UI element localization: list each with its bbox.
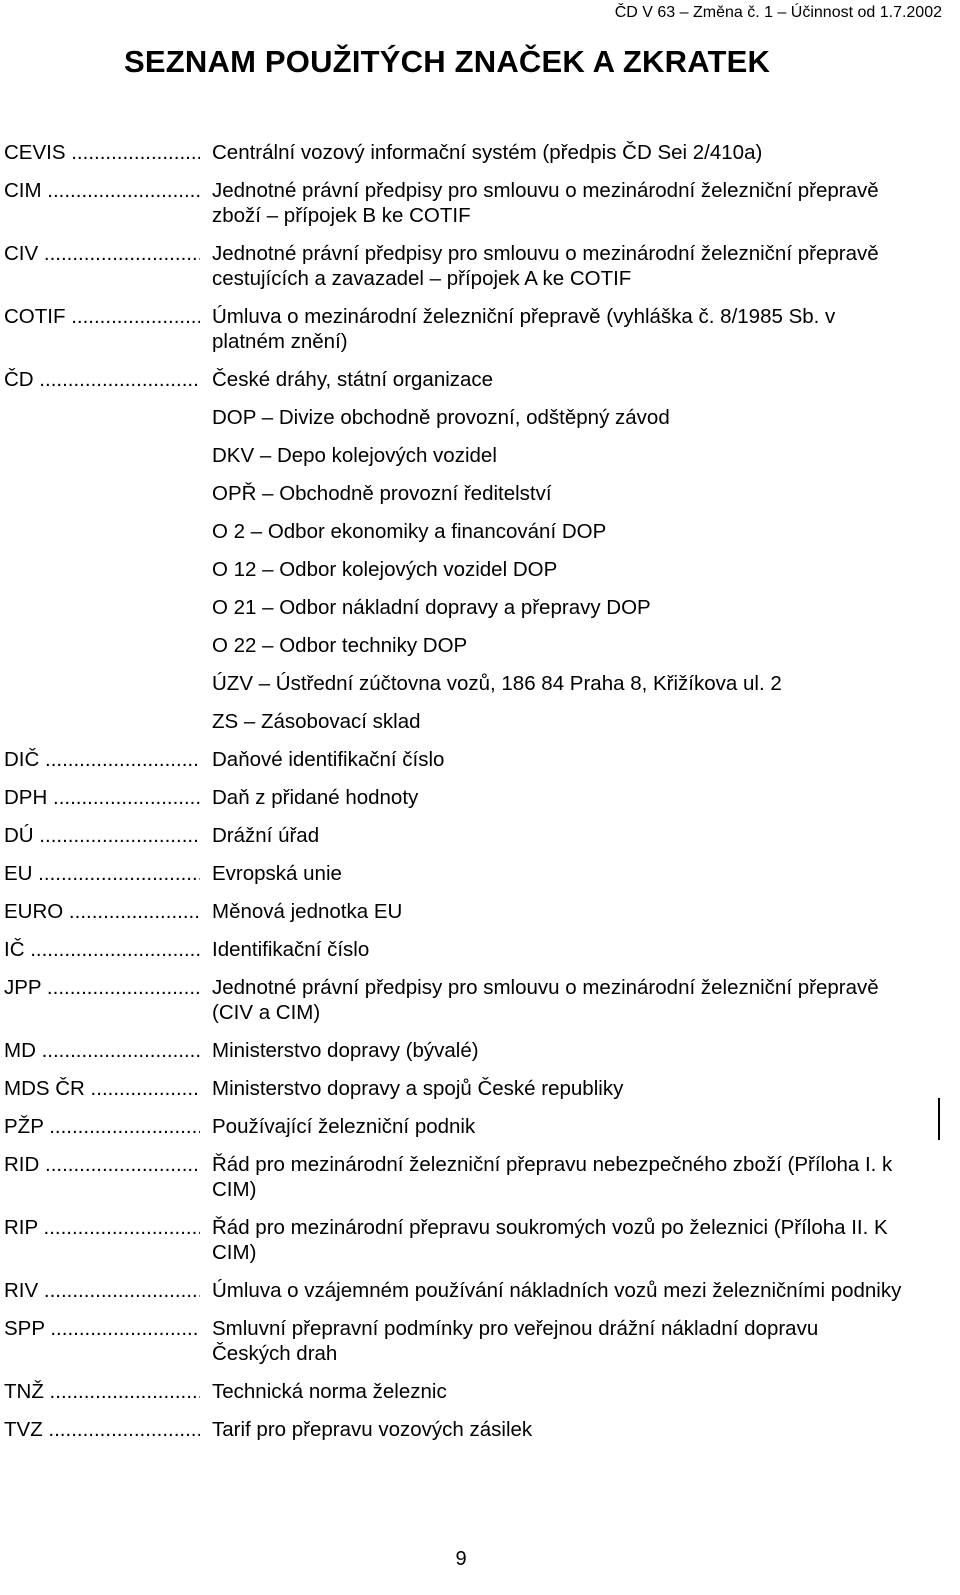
list-item: [0, 1038, 940, 1063]
definition: Jednotné právní předpisy pro smlouvu o mezinárodní železniční přepravě (CIV a CIM): [212, 976, 879, 1024]
abbreviation: SPP .....: [0, 1316, 200, 1366]
abbreviation: MD .....: [0, 1038, 200, 1063]
definition: České dráhy, státní organizace: [212, 368, 494, 391]
abbreviation: RIV .....: [0, 1278, 200, 1303]
list-item: [0, 140, 940, 165]
abbreviation: DPH .....: [0, 785, 200, 810]
definition: Ministerstvo dopravy a spojů České republiky: [212, 1077, 624, 1100]
list-item: [0, 1152, 940, 1202]
list-item: [0, 937, 940, 962]
abbreviation: RIP .....: [0, 1215, 200, 1265]
cd-subunit: O 22 – Odbor techniky DOP: [212, 634, 468, 657]
abbreviation: JPP .....: [0, 975, 200, 1025]
abbreviation: CEVIS .....: [0, 140, 200, 165]
list-item: [0, 1215, 940, 1265]
definition: Jednotné právní předpisy pro smlouvu o mezinárodní železniční přepravě zboží – přípojek B ke COTIF: [212, 179, 879, 227]
cd-subunit-list: [0, 405, 940, 734]
cd-subunit: OPŘ – Obchodně provozní ředitelství: [212, 482, 552, 505]
cd-subunit: O 21 – Odbor nákladní dopravy a přepravy DOP: [212, 596, 651, 619]
list-item: [0, 1417, 940, 1442]
cd-subunit: DKV – Depo kolejových vozidel: [212, 444, 497, 467]
definition: Smluvní přepravní podmínky pro veřejnou drážní nákladní dopravu Českých drah: [212, 1317, 819, 1365]
abbreviation: TNŽ .....: [0, 1379, 200, 1404]
abbreviation: MDS ČR .....: [0, 1076, 200, 1101]
definition: Evropská unie: [212, 862, 342, 885]
abbreviation: DÚ .....: [0, 823, 200, 848]
abbreviation: IČ .....: [0, 937, 200, 962]
abbreviation-list: [0, 140, 940, 1455]
definition: Měnová jednotka EU: [212, 900, 403, 923]
page-number: 9: [455, 1548, 467, 1570]
list-item: [0, 899, 940, 924]
list-item: [0, 1278, 940, 1303]
definition: Používající železniční podnik: [212, 1115, 476, 1138]
document-reference: ČD V 63 – Změna č. 1 – Účinnost od 1.7.2002: [614, 4, 942, 21]
list-item: [0, 178, 940, 228]
list-item: [0, 1076, 940, 1101]
definition: Jednotné právní předpisy pro smlouvu o mezinárodní železniční přepravě cestujících a zavazadel – přípojek A ke COTIF: [212, 242, 879, 290]
abbreviation: CIV .....: [0, 241, 200, 291]
list-item: [0, 304, 940, 354]
list-item: [0, 823, 940, 848]
abbreviation: ČD .....: [0, 367, 200, 392]
list-item: [0, 1379, 940, 1404]
list-item: [0, 1316, 940, 1366]
definition: Technická norma železnic: [212, 1380, 447, 1403]
definition: Řád pro mezinárodní přepravu soukromých vozů po železnici (Příloha II. K CIM): [212, 1216, 888, 1264]
definition: Centrální vozový informační systém (předpis ČD Sei 2/410a): [212, 141, 763, 164]
abbreviation: CIM .....: [0, 178, 200, 228]
abbreviation: TVZ .....: [0, 1417, 200, 1442]
definition: Tarif pro přepravu vozových zásilek: [212, 1418, 533, 1441]
definition: Ministerstvo dopravy (bývalé): [212, 1039, 479, 1062]
definition: Daňové identifikační číslo: [212, 748, 445, 771]
definition: Řád pro mezinárodní železniční přepravu nebezpečného zboží (Příloha I. k CIM): [212, 1153, 893, 1201]
definition: Daň z přidané hodnoty: [212, 786, 419, 809]
cd-subunit: DOP – Divize obchodně provozní, odštěpný závod: [212, 406, 670, 429]
abbreviation: DIČ .....: [0, 747, 200, 772]
definition: Úmluva o mezinárodní železniční přepravě (vyhláška č. 8/1985 Sb. v platném znění): [212, 305, 836, 353]
definition: Identifikační číslo: [212, 938, 370, 961]
abbreviation: PŽP .....: [0, 1114, 200, 1139]
list-item: [0, 975, 940, 1025]
revision-bar: [938, 1098, 940, 1140]
list-item-cd: [0, 367, 940, 734]
cd-subunit: ZS – Zásobovací sklad: [212, 710, 421, 733]
abbreviation: EU .....: [0, 861, 200, 886]
abbreviation: RID .....: [0, 1152, 200, 1202]
cd-subunit: O 12 – Odbor kolejových vozidel DOP: [212, 558, 558, 581]
definition: Drážní úřad: [212, 824, 320, 847]
cd-subunit: ÚZV – Ústřední zúčtovna vozů, 186 84 Praha 8, Křižíkova ul. 2: [212, 672, 782, 695]
list-item: [0, 785, 940, 810]
abbreviation: COTIF .....: [0, 304, 200, 354]
definition: Úmluva o vzájemném používání nákladních vozů mezi železničními podniky: [212, 1279, 902, 1302]
page-title: SEZNAM POUŽITÝCH ZNAČEK A ZKRATEK: [124, 44, 771, 79]
list-item: [0, 747, 940, 772]
list-item: [0, 1114, 940, 1139]
list-item: [0, 241, 940, 291]
cd-subunit: O 2 – Odbor ekonomiky a financování DOP: [212, 520, 607, 543]
abbreviation: EURO .....: [0, 899, 200, 924]
list-item: [0, 861, 940, 886]
